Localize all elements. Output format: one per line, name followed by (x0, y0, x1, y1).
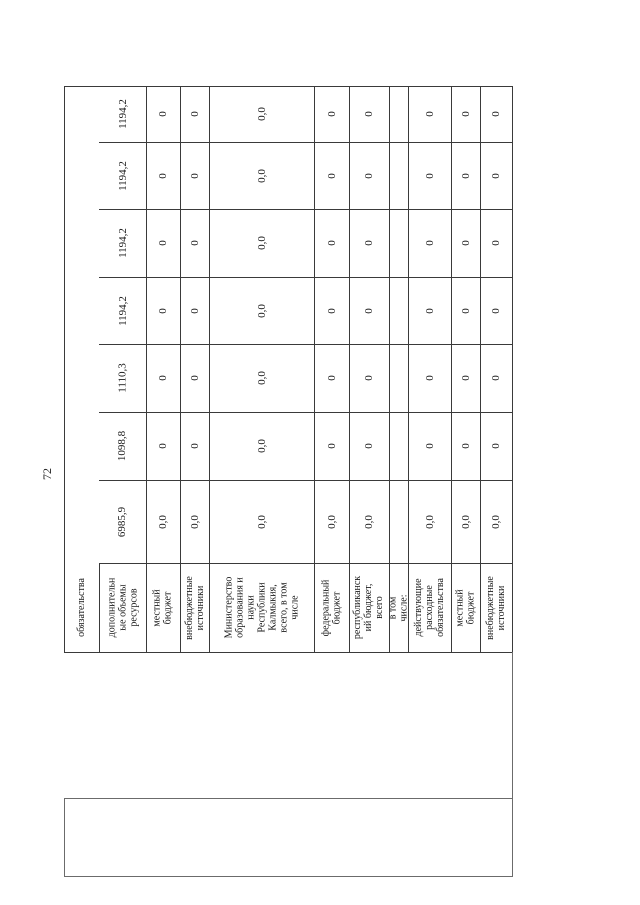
value-cell-text: 0 (157, 375, 169, 381)
value-cell-text: 0 (363, 307, 375, 314)
value-cell-text: 0,0 (255, 371, 268, 385)
value-cell (209, 142, 314, 209)
page-number: 72 (40, 468, 54, 480)
value-cell (349, 86, 389, 142)
value-cell-text: 0 (363, 375, 375, 381)
value-cell (209, 344, 314, 412)
value-cell-text: 0,0 (325, 514, 338, 529)
value-cell-text: 0 (363, 172, 375, 179)
value-cell (99, 277, 146, 344)
row-label-cell (209, 563, 314, 652)
value-cell-text: 0 (459, 443, 472, 449)
value-cell (389, 344, 408, 412)
value-cell-text: 0 (188, 172, 201, 179)
value-cell (408, 480, 451, 563)
value-cell-text: 0 (363, 111, 375, 117)
value-cell-text: 0,0 (459, 514, 472, 529)
value-cell-text: 0 (325, 240, 338, 246)
row-label-cell (480, 563, 512, 652)
value-cell (99, 412, 146, 480)
value-cell-text: 6985,9 (116, 506, 129, 537)
row-label-cell (146, 563, 180, 652)
value-cell (180, 480, 209, 563)
value-cell (99, 480, 146, 563)
value-cell-text: 0 (490, 111, 502, 117)
value-cell (209, 86, 314, 142)
value-cell (146, 412, 180, 480)
value-cell-text: 0 (157, 240, 169, 246)
value-cell (99, 142, 146, 209)
value-cell (408, 142, 451, 209)
value-cell-text: 0,0 (255, 439, 268, 453)
value-cell (99, 86, 146, 142)
value-cell (408, 412, 451, 480)
value-cell-text: 1098,8 (116, 430, 129, 462)
value-cell (389, 209, 408, 277)
value-cell (146, 480, 180, 563)
value-cell-text: 0 (423, 172, 436, 179)
value-cell-text: 0 (157, 172, 169, 179)
value-cell (146, 86, 180, 142)
value-cell-text: 0,0 (490, 514, 502, 529)
row-label-cell (314, 563, 349, 652)
value-cell (314, 209, 349, 277)
value-cell (408, 209, 451, 277)
value-cell (389, 480, 408, 563)
value-cell (146, 277, 180, 344)
value-cell-text: 0 (363, 240, 375, 246)
value-cell-text: 0 (188, 111, 201, 117)
value-cell (314, 480, 349, 563)
value-cell (349, 344, 389, 412)
value-cell (180, 209, 209, 277)
row-label-cell-text: местный бюджет (152, 588, 174, 627)
row-label-cell (408, 563, 451, 652)
row-label-cell-text: внебюджетные источники (485, 575, 507, 640)
value-cell (451, 142, 480, 209)
value-cell-text: 0 (325, 172, 338, 179)
frame-line (512, 652, 513, 876)
value-cell (389, 412, 408, 480)
value-cell (314, 412, 349, 480)
value-cell-text: 0,0 (157, 514, 169, 529)
value-cell (480, 142, 512, 209)
value-cell-text: 0 (490, 172, 502, 179)
value-cell-text: 0,0 (255, 514, 268, 529)
value-cell-text: 0 (459, 307, 472, 314)
value-cell (180, 344, 209, 412)
value-cell (209, 412, 314, 480)
value-cell-text: 0 (325, 443, 338, 449)
value-cell (408, 86, 451, 142)
frame-line (64, 798, 512, 799)
value-cell (99, 209, 146, 277)
value-cell-text: 1110,3 (116, 363, 129, 393)
value-cell (349, 480, 389, 563)
value-cell-text: 0,0 (255, 236, 268, 250)
value-cell-text: 0 (490, 307, 502, 314)
value-cell-text: 0,0 (255, 107, 268, 121)
value-cell (480, 86, 512, 142)
value-cell-text: 0 (459, 375, 472, 381)
value-cell-text: 0 (325, 375, 338, 381)
value-cell-text: 0 (325, 111, 338, 117)
value-cell (314, 344, 349, 412)
value-cell-text: 0,0 (363, 514, 375, 529)
value-cell (146, 209, 180, 277)
value-cell (349, 412, 389, 480)
value-cell (209, 277, 314, 344)
value-cell-text: 0 (459, 111, 472, 117)
value-cell (408, 277, 451, 344)
value-cell-text: 0 (423, 307, 436, 314)
row-label-cell (349, 563, 389, 652)
value-cell (349, 277, 389, 344)
value-cell (389, 277, 408, 344)
header-label-cell (64, 563, 99, 652)
value-cell (349, 142, 389, 209)
value-cell-text: 0 (423, 240, 436, 246)
value-cell-text: 0 (490, 240, 502, 246)
value-cell-text: 0 (325, 307, 338, 314)
value-cell-text: 0 (459, 240, 472, 246)
value-cell (314, 277, 349, 344)
value-cell-text: 1194,2 (116, 228, 129, 258)
row-label-cell-text: Министерство образования и науки Республики Калмыкия, всего, в том числе (223, 576, 300, 639)
value-cell (349, 209, 389, 277)
row-label-cell (451, 563, 480, 652)
value-cell-text: 0 (157, 307, 169, 314)
row-label-cell-text: в том числе: (387, 593, 410, 622)
value-cell (314, 142, 349, 209)
value-cell (209, 209, 314, 277)
value-cell-text: 0,0 (255, 303, 268, 318)
value-cell-text: 0 (490, 443, 502, 449)
value-cell (408, 344, 451, 412)
row-label-cell-text: республиканск ий бюджет, всего (352, 575, 386, 640)
value-cell-text: 0 (188, 375, 201, 381)
frame-line (64, 876, 513, 877)
value-cell (480, 277, 512, 344)
value-cell (146, 344, 180, 412)
row-label-cell-text: местный бюджет (454, 588, 477, 627)
value-cell-text: 0 (188, 443, 201, 449)
value-cell (451, 344, 480, 412)
row-label-cell-text: внебюджетные источники (183, 575, 206, 640)
row-label-cell (99, 563, 146, 652)
value-cell (389, 86, 408, 142)
value-cell-text: 0,0 (255, 168, 268, 183)
value-cell (314, 86, 349, 142)
value-cell-text: 0,0 (188, 514, 201, 529)
value-cell (480, 412, 512, 480)
value-cell-text: 0 (188, 307, 201, 314)
value-cell-text: 1194,2 (116, 160, 129, 191)
value-cell (180, 86, 209, 142)
value-cell (180, 142, 209, 209)
value-cell (451, 209, 480, 277)
value-cell (480, 209, 512, 277)
value-cell-text: 1194,2 (116, 295, 129, 326)
value-cell-text: 0 (188, 240, 201, 246)
value-cell (480, 344, 512, 412)
value-cell (180, 277, 209, 344)
row-label-cell-text: федеральный бюджет (320, 579, 343, 636)
value-cell-text: 0 (459, 172, 472, 179)
value-cell (180, 412, 209, 480)
value-cell-text: 0 (363, 443, 375, 449)
row-label-cell (180, 563, 209, 652)
value-cell (99, 344, 146, 412)
value-cell-text: 1194,2 (116, 99, 129, 129)
value-cell (451, 86, 480, 142)
row-label-cell-text: дополнительн ые объемы ресурсов (106, 577, 139, 638)
value-cell-text: 0 (423, 111, 436, 117)
value-cell (209, 480, 314, 563)
value-cell-text: 0 (490, 375, 502, 381)
row-label-cell (389, 563, 408, 652)
value-cell-text: 0 (157, 111, 169, 117)
value-cell (389, 142, 408, 209)
table-border (512, 86, 513, 652)
value-cell-text: 0 (423, 375, 436, 381)
value-cell (480, 480, 512, 563)
value-cell-text: 0,0 (423, 514, 436, 529)
value-cell (451, 412, 480, 480)
value-cell (146, 142, 180, 209)
value-cell (451, 480, 480, 563)
value-cell-text: 0 (157, 443, 169, 449)
table-border (64, 652, 513, 653)
frame-line (64, 798, 65, 876)
row-label-cell-text: действующие расходные обязательства (413, 578, 447, 637)
value-cell (451, 277, 480, 344)
value-cell-text: 0 (423, 443, 436, 449)
header-label-cell-text: обязательства (76, 578, 88, 637)
